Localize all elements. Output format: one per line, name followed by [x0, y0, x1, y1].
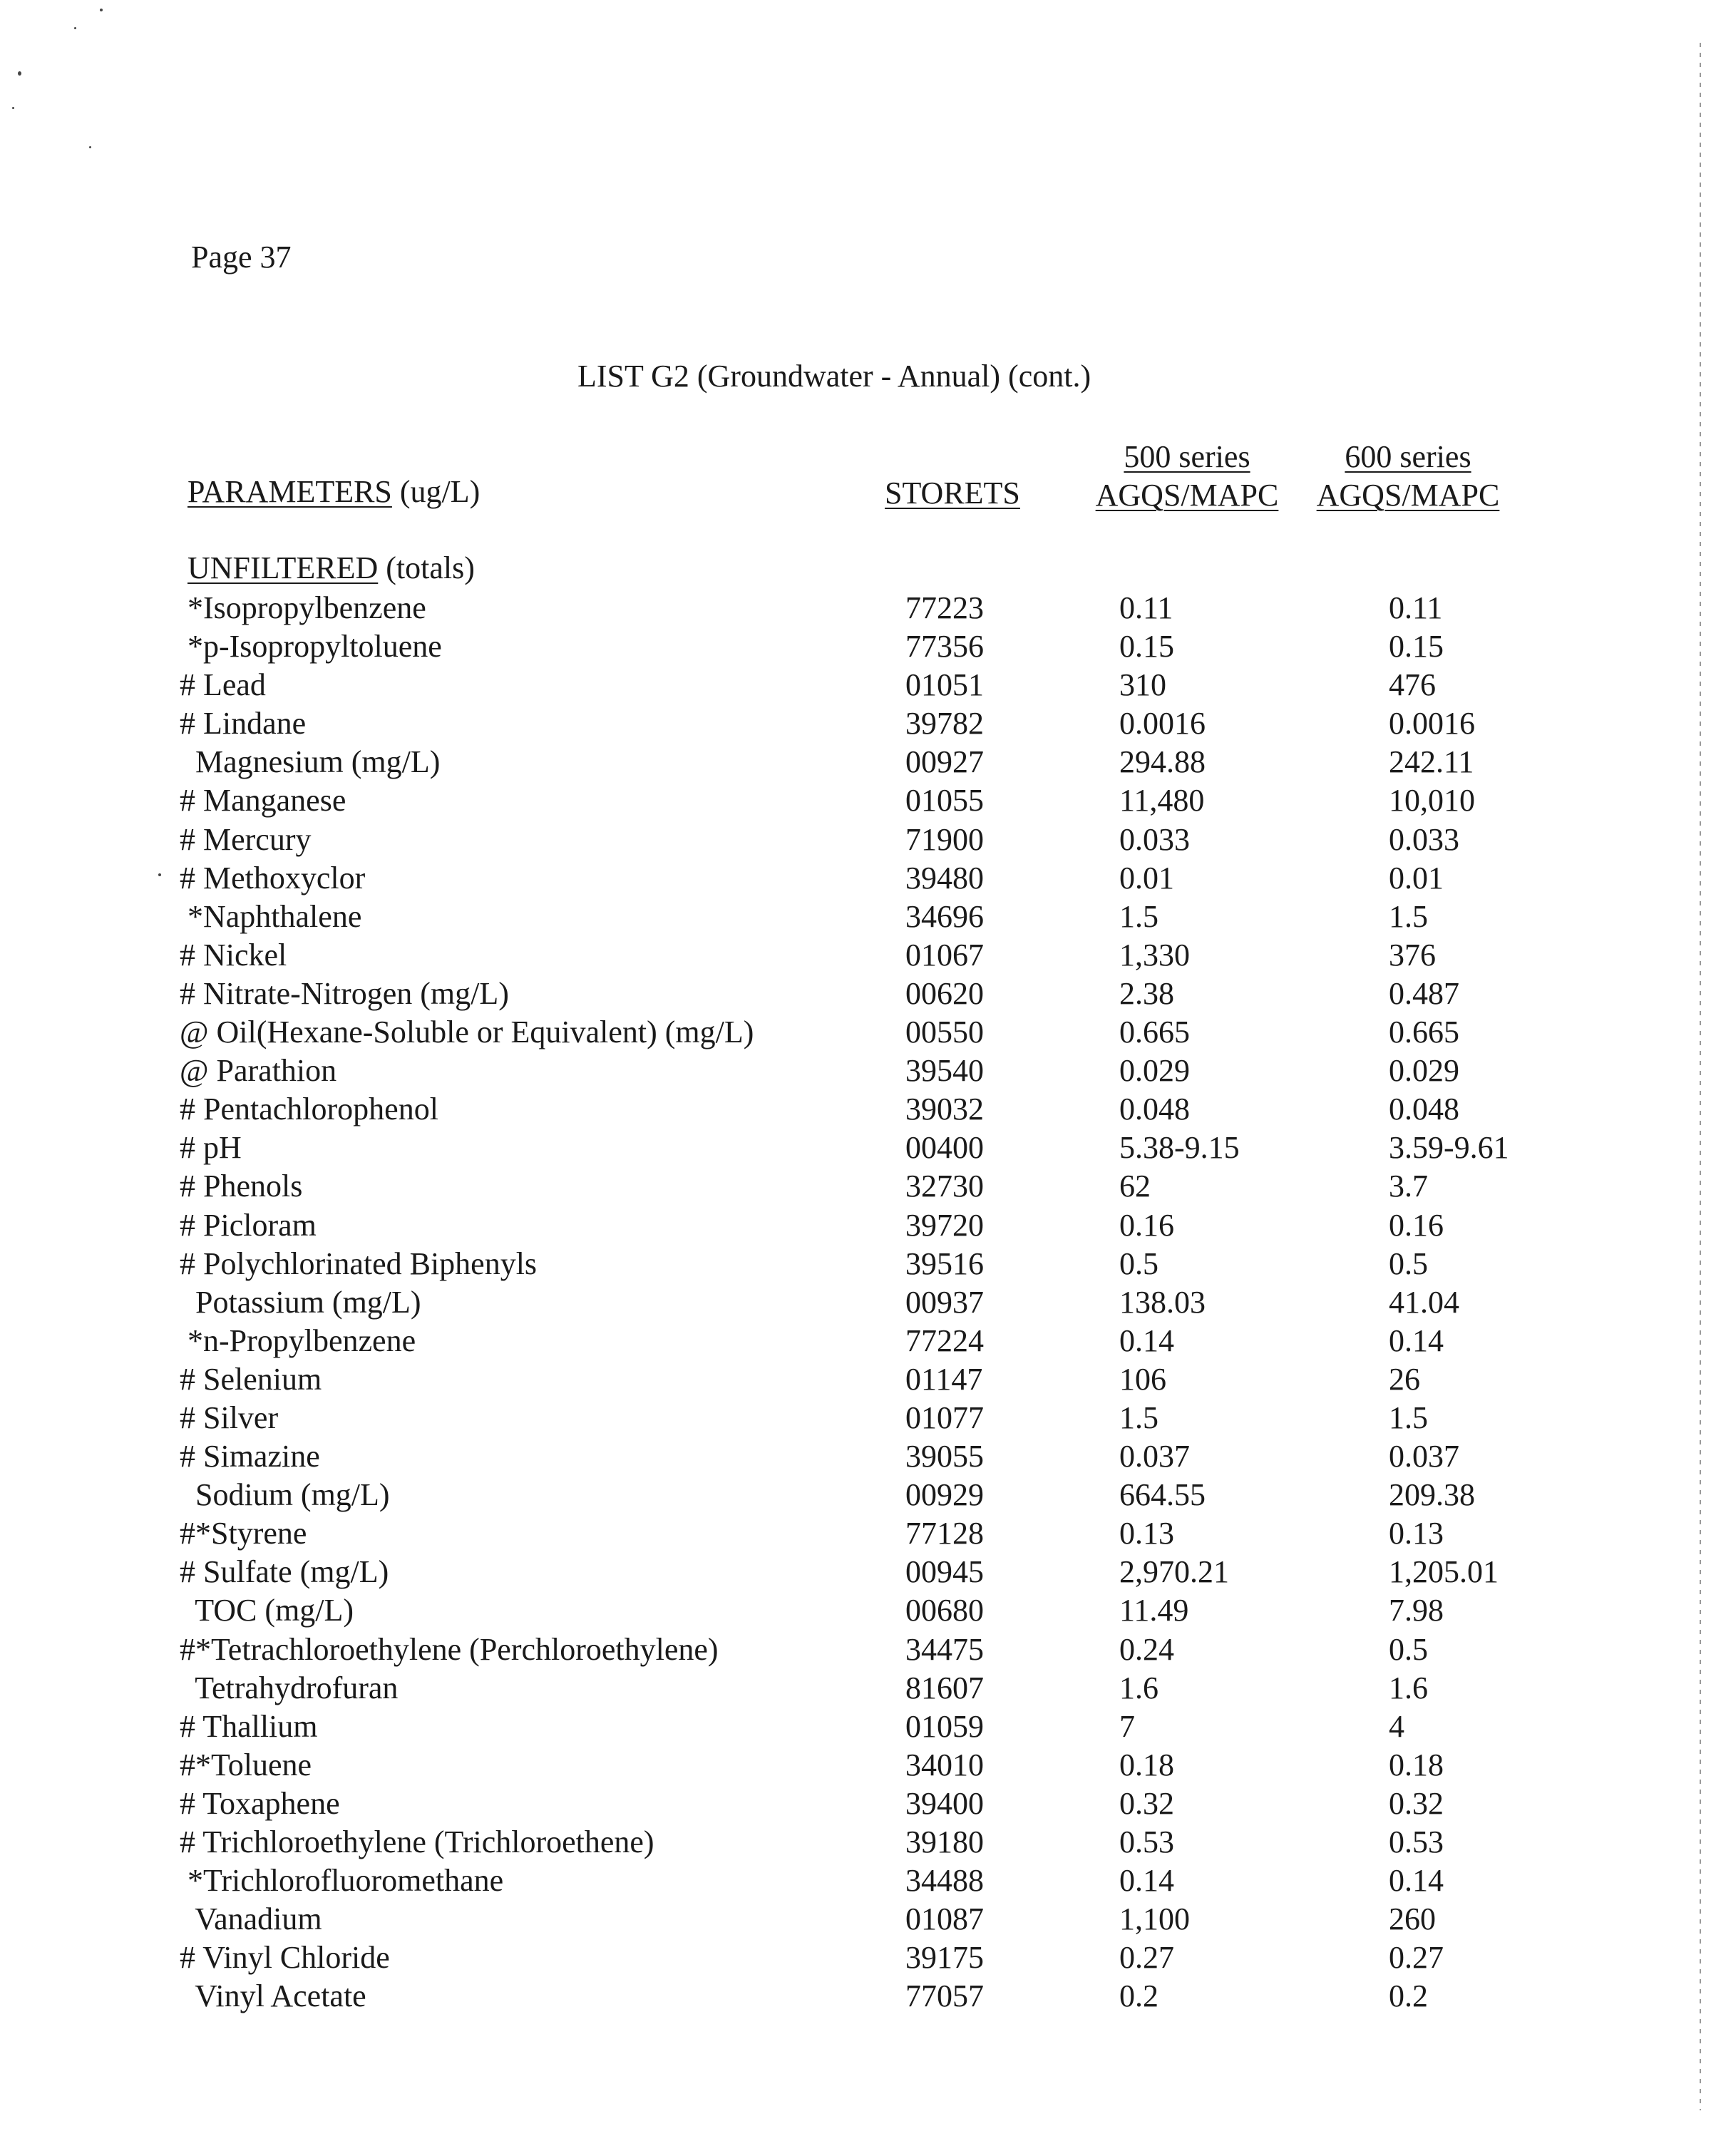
parameter-name: Sodium (mg/L) [180, 1477, 390, 1513]
series-600-value: 26 [1389, 1361, 1420, 1397]
table-row [0, 1939, 1711, 1977]
series-600-value: 476 [1389, 667, 1436, 703]
series-500-value: 1,100 [1119, 1901, 1190, 1937]
series-500-value: 0.32 [1119, 1785, 1174, 1821]
series-500-value: 11.49 [1119, 1593, 1189, 1628]
storet-code: 00680 [905, 1593, 984, 1628]
table-row [0, 898, 1711, 936]
series-600-value: 0.18 [1389, 1747, 1444, 1782]
series-600-header-line1: 600 series [1345, 439, 1471, 474]
series-600-value: 1,205.01 [1389, 1554, 1499, 1590]
parameters-header-label: PARAMETERS [187, 474, 392, 509]
parameter-name: Vinyl Acetate [180, 1978, 366, 2014]
parameter-name: # Manganese [180, 783, 346, 818]
storet-code: 01059 [905, 1708, 984, 1744]
series-600-value: 7.98 [1389, 1593, 1444, 1628]
parameter-name: #*Tetrachloroethylene (Perchloroethylene) [180, 1631, 719, 1667]
storet-code: 01055 [905, 783, 984, 818]
storet-code: 39720 [905, 1207, 984, 1243]
series-600-value: 0.14 [1389, 1323, 1444, 1358]
series-500-value: 62 [1119, 1169, 1151, 1204]
table-row [0, 1631, 1711, 1669]
parameter-name: # Phenols [180, 1169, 303, 1204]
section-label-rest: (totals) [378, 550, 475, 585]
series-600-value: 0.665 [1389, 1015, 1459, 1050]
table-row [0, 1129, 1711, 1167]
table-row [0, 1553, 1711, 1591]
parameter-name: # pH [180, 1130, 242, 1166]
parameter-name: *Naphthalene [180, 898, 362, 934]
table-row [0, 1476, 1711, 1514]
table-row [0, 1437, 1711, 1476]
storet-code: 39175 [905, 1940, 984, 1976]
series-500-value: 0.27 [1119, 1940, 1174, 1976]
storet-code: 39032 [905, 1092, 984, 1127]
series-600-value: 1.5 [1389, 1400, 1428, 1435]
storet-code: 39055 [905, 1439, 984, 1474]
parameter-name: # Vinyl Chloride [180, 1940, 390, 1976]
table-row [0, 704, 1711, 743]
storet-code: 32730 [905, 1169, 984, 1204]
list-title: LIST G2 (Groundwater - Annual) (cont.) [577, 359, 1091, 394]
series-500-value: 0.14 [1119, 1323, 1174, 1358]
scan-speck [12, 107, 14, 109]
storet-code: 00620 [905, 975, 984, 1011]
table-row [0, 1206, 1711, 1245]
parameter-name: # Picloram [180, 1207, 317, 1243]
series-600-value: 0.037 [1389, 1439, 1459, 1474]
table-row [0, 1977, 1711, 2016]
series-500-value: 0.24 [1119, 1631, 1174, 1667]
parameter-name: # Nickel [180, 937, 287, 972]
storet-code: 77223 [905, 590, 984, 625]
series-500-value: 0.15 [1119, 629, 1174, 664]
series-600-value: 376 [1389, 937, 1436, 972]
table-row [0, 1669, 1711, 1708]
series-600-value: 10,010 [1389, 783, 1475, 818]
parameters-table-body [0, 589, 1711, 2016]
page-number: Page 37 [191, 240, 292, 274]
storet-code: 00550 [905, 1015, 984, 1050]
scan-speck [74, 27, 76, 29]
table-row [0, 1862, 1711, 1900]
series-500-value: 1.6 [1119, 1670, 1158, 1705]
table-row [0, 1514, 1711, 1553]
table-row [0, 936, 1711, 975]
parameter-name: *p-Isopropyltoluene [180, 629, 442, 664]
parameter-name: @ Oil(Hexane-Soluble or Equivalent) (mg/L) [180, 1015, 754, 1050]
storet-code: 01077 [905, 1400, 984, 1435]
series-500-value: 2.38 [1119, 975, 1174, 1011]
series-600-value: 0.029 [1389, 1053, 1459, 1089]
parameter-name: Magnesium (mg/L) [180, 744, 441, 780]
storet-code: 00937 [905, 1284, 984, 1320]
series-600-value: 0.033 [1389, 821, 1459, 857]
series-600-header-line2: AGQS/MAPC [1316, 478, 1500, 513]
table-row [0, 1900, 1711, 1939]
series-600-value: 0.048 [1389, 1092, 1459, 1127]
storet-code: 77356 [905, 629, 984, 664]
storet-code: 77224 [905, 1323, 984, 1358]
series-600-value: 0.53 [1389, 1824, 1444, 1859]
table-row [0, 627, 1711, 666]
series-500-value: 0.16 [1119, 1207, 1174, 1243]
series-600-value: 0.11 [1389, 590, 1443, 625]
series-600-value: 3.7 [1389, 1169, 1428, 1204]
storet-code: 39480 [905, 860, 984, 895]
series-500-column-header [1087, 438, 1287, 515]
parameters-column-header [187, 473, 480, 511]
storet-code: 39516 [905, 1246, 984, 1281]
series-500-value: 1.5 [1119, 898, 1158, 934]
series-500-value: 0.0016 [1119, 706, 1206, 741]
parameter-name: *Isopropylbenzene [180, 590, 426, 625]
parameters-header-unit: (ug/L) [391, 474, 481, 509]
series-600-value: 0.0016 [1389, 706, 1475, 741]
series-600-value: 0.01 [1389, 860, 1444, 895]
parameter-name: # Thallium [180, 1708, 318, 1744]
table-row [0, 1052, 1711, 1090]
table-row [0, 1245, 1711, 1283]
series-500-value: 0.53 [1119, 1824, 1174, 1859]
table-row [0, 1167, 1711, 1206]
series-500-value: 310 [1119, 667, 1166, 703]
parameter-name: # Lead [180, 667, 266, 703]
series-500-value: 664.55 [1119, 1477, 1206, 1513]
table-row [0, 1013, 1711, 1052]
series-500-value: 0.01 [1119, 860, 1174, 895]
series-600-column-header [1305, 438, 1511, 515]
series-600-value: 0.16 [1389, 1207, 1444, 1243]
table-row [0, 1708, 1711, 1746]
series-500-value: 0.13 [1119, 1516, 1174, 1551]
table-row [0, 1322, 1711, 1360]
series-500-value: 0.5 [1119, 1246, 1158, 1281]
series-600-value: 0.487 [1389, 975, 1459, 1011]
table-row [0, 589, 1711, 627]
storet-code: 01087 [905, 1901, 984, 1937]
table-row [0, 821, 1711, 859]
parameter-name: Potassium (mg/L) [180, 1284, 421, 1320]
storet-code: 34475 [905, 1631, 984, 1667]
series-500-value: 0.037 [1119, 1439, 1190, 1474]
parameter-name: # Selenium [180, 1361, 322, 1397]
parameter-name: *Trichlorofluoromethane [180, 1863, 504, 1899]
series-500-value: 0.18 [1119, 1747, 1174, 1782]
storet-code: 00929 [905, 1477, 984, 1513]
table-row [0, 1785, 1711, 1823]
series-500-header-line1: 500 series [1124, 439, 1250, 474]
series-600-value: 0.32 [1389, 1785, 1444, 1821]
series-500-value: 0.665 [1119, 1015, 1190, 1050]
series-600-value: 4 [1389, 1708, 1404, 1744]
parameter-name: Tetrahydrofuran [180, 1670, 399, 1705]
storet-code: 39400 [905, 1785, 984, 1821]
parameter-name: # Trichloroethylene (Trichloroethene) [180, 1824, 654, 1859]
series-500-value: 106 [1119, 1361, 1166, 1397]
storet-code: 00927 [905, 744, 984, 780]
storet-code: 81607 [905, 1670, 984, 1705]
parameter-name: # Sulfate (mg/L) [180, 1554, 389, 1590]
storet-code: 00945 [905, 1554, 984, 1590]
table-row [0, 1746, 1711, 1785]
table-row [0, 1823, 1711, 1862]
storet-code: 71900 [905, 821, 984, 857]
series-500-value: 2,970.21 [1119, 1554, 1229, 1590]
table-row [0, 859, 1711, 898]
series-500-value: 0.2 [1119, 1978, 1158, 2014]
series-500-value: 294.88 [1119, 744, 1206, 780]
series-600-value: 1.5 [1389, 898, 1428, 934]
parameter-name: # Toxaphene [180, 1785, 340, 1821]
storet-code: 01051 [905, 667, 984, 703]
series-600-value: 3.59-9.61 [1389, 1130, 1509, 1166]
parameter-name: Vanadium [180, 1901, 322, 1937]
storet-code: 39782 [905, 706, 984, 741]
table-row [0, 1399, 1711, 1437]
parameter-name: # Nitrate-Nitrogen (mg/L) [180, 975, 509, 1011]
scan-speck [18, 71, 21, 76]
series-600-value: 0.13 [1389, 1516, 1444, 1551]
scan-speck [100, 9, 103, 11]
series-600-value: 0.5 [1389, 1246, 1428, 1281]
table-row [0, 781, 1711, 820]
series-500-value: 0.033 [1119, 821, 1190, 857]
series-600-value: 0.15 [1389, 629, 1444, 664]
storet-code: 01147 [905, 1361, 983, 1397]
parameter-name: #*Toluene [180, 1747, 312, 1782]
storet-code: 34488 [905, 1863, 984, 1899]
series-600-value: 1.6 [1389, 1670, 1428, 1705]
table-row [0, 743, 1711, 781]
section-label-unfiltered [187, 549, 475, 587]
storet-code: 34696 [905, 898, 984, 934]
series-500-value: 1,330 [1119, 937, 1190, 972]
parameter-name: # Methoxyclor [180, 860, 366, 895]
series-600-value: 0.27 [1389, 1940, 1444, 1976]
series-500-value: 1.5 [1119, 1400, 1158, 1435]
parameter-name: # Silver [180, 1400, 279, 1435]
series-600-value: 260 [1389, 1901, 1436, 1937]
series-500-header-line2: AGQS/MAPC [1095, 478, 1279, 513]
scan-speck [89, 146, 91, 148]
series-500-value: 0.029 [1119, 1053, 1190, 1089]
storet-code: 01067 [905, 937, 984, 972]
table-row [0, 666, 1711, 704]
table-row [0, 975, 1711, 1013]
parameter-name: # Mercury [180, 821, 312, 857]
storet-code: 39540 [905, 1053, 984, 1089]
series-600-value: 0.5 [1389, 1631, 1428, 1667]
parameter-name: # Polychlorinated Biphenyls [180, 1246, 538, 1281]
storets-header-label: STORETS [885, 476, 1020, 510]
section-label-main: UNFILTERED [187, 550, 379, 585]
storet-code: 77057 [905, 1978, 984, 2014]
parameter-name: @ Parathion [180, 1053, 337, 1089]
series-500-value: 138.03 [1119, 1284, 1206, 1320]
parameter-name: # Pentachlorophenol [180, 1092, 438, 1127]
table-row [0, 1360, 1711, 1399]
series-500-value: 0.11 [1119, 590, 1173, 625]
table-row [0, 1283, 1711, 1322]
parameter-name: TOC (mg/L) [180, 1593, 354, 1628]
series-500-value: 0.048 [1119, 1092, 1190, 1127]
table-row [0, 1090, 1711, 1129]
series-600-value: 0.2 [1389, 1978, 1428, 2014]
parameter-name: # Lindane [180, 706, 307, 741]
storets-column-header [885, 474, 1020, 513]
series-600-value: 209.38 [1389, 1477, 1475, 1513]
parameter-name: #*Styrene [180, 1516, 307, 1551]
storet-code: 39180 [905, 1824, 984, 1859]
series-600-value: 0.14 [1389, 1863, 1444, 1899]
series-600-value: 242.11 [1389, 744, 1474, 780]
storet-code: 34010 [905, 1747, 984, 1782]
series-500-value: 11,480 [1119, 783, 1205, 818]
storet-code: 00400 [905, 1130, 984, 1166]
series-500-value: 5.38-9.15 [1119, 1130, 1240, 1166]
series-600-value: 41.04 [1389, 1284, 1459, 1320]
series-500-value: 0.14 [1119, 1863, 1174, 1899]
parameter-name: # Simazine [180, 1439, 320, 1474]
storet-code: 77128 [905, 1516, 984, 1551]
series-500-value: 7 [1119, 1708, 1135, 1744]
table-row [0, 1591, 1711, 1630]
parameter-name: *n-Propylbenzene [180, 1323, 416, 1358]
